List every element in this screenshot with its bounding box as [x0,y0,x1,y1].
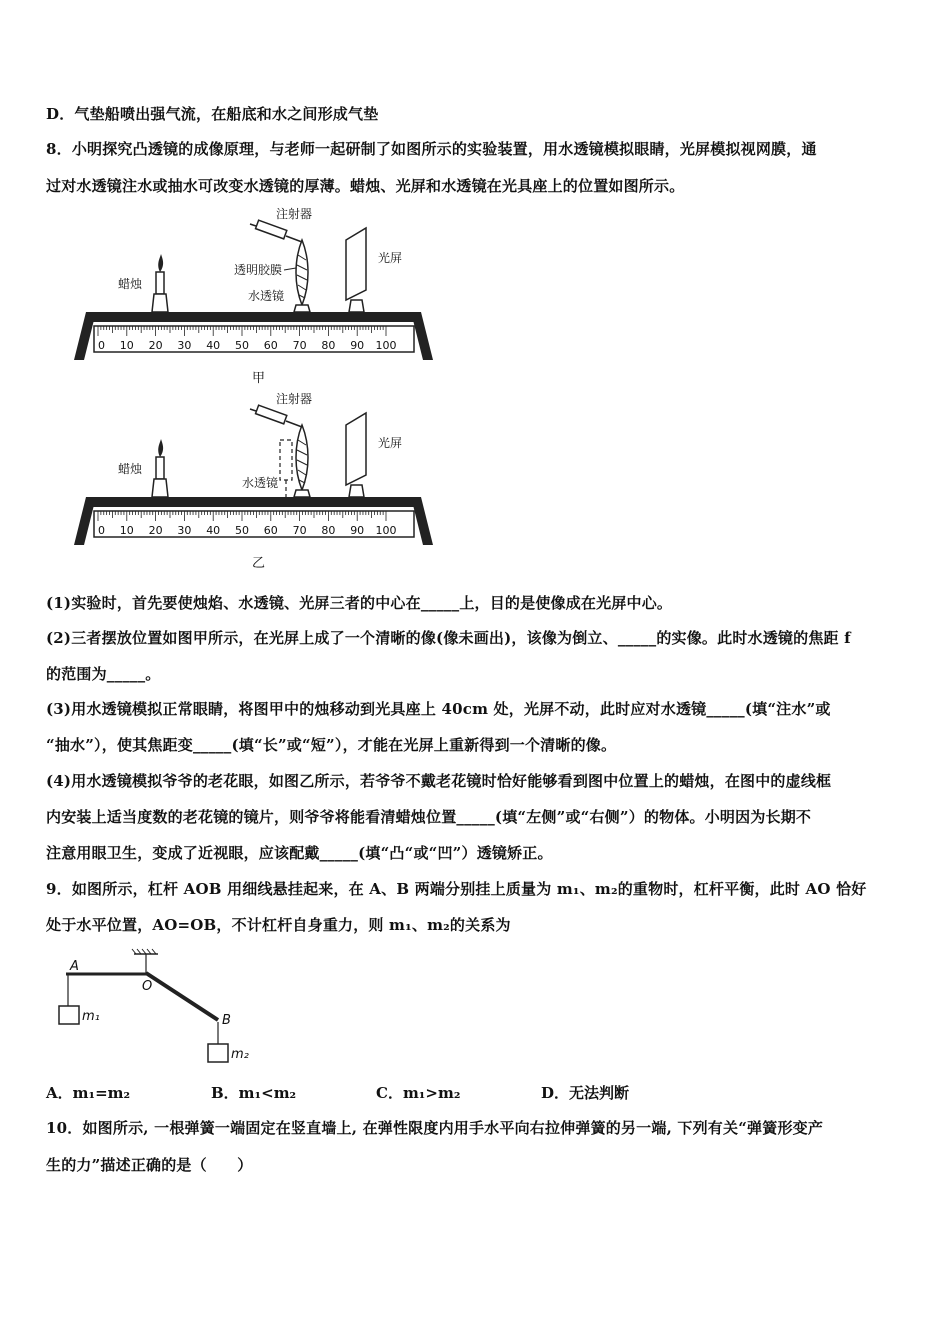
optical-bench-figure-jia [66,200,446,390]
option-c[interactable]: C．m₁>m₂ [376,1084,461,1102]
syringe-icon [250,220,302,242]
label-b: B [222,1013,231,1028]
light-screen [346,228,366,300]
scale-tick-label: 0 [98,339,105,352]
label-a: A [70,959,79,974]
label-candle: 蜡烛 [118,462,143,476]
option-d[interactable]: D．无法判断 [541,1084,630,1102]
option-b[interactable]: B．m₁<m₂ [211,1084,297,1102]
option-a[interactable]: A．m₁=m₂ [46,1084,131,1102]
question-8-text-cont: 过对水透镜注水或抽水可改变水透镜的厚薄。蜡烛、光屏和水透镜在光具座上的位置如图所示。 [46,177,685,195]
optical-bench-yi-svg [66,385,446,575]
lever-figure [46,948,276,1068]
label-lens: 水透镜 [242,476,279,490]
label-screen: 光屏 [378,251,403,265]
option-d-prev-question: D．气垫船喷出强气流，在船底和水之间形成气垫 [46,105,379,123]
scale-tick-label: 30 [177,339,192,352]
question-10-text-cont: 生的力”描述正确的是（ ） [46,1156,253,1174]
water-lens [296,425,308,490]
light-screen [346,413,366,485]
candle [156,272,164,294]
label-o: O [142,979,153,994]
question-9-text-cont: 处于水平位置，AO=OB，不计杠杆自身重力，则 m₁、m₂的关系为 [46,916,511,934]
screen-holder [349,300,364,312]
scale-tick-label: 40 [206,339,221,352]
scale-tick-label: 100 [375,339,397,352]
question-8-part-4-cont: 内安装上适当度数的老花镜的镜片，则爷爷将能看清蜡烛位置_____(填“左侧”或“右侧”）的物体。小明因为长期不 [46,808,812,826]
question-10-text: 10．如图所示, 一根弹簧一端固定在竖直墙上, 在弹性限度内用手水平向右拉伸弹簧的另一端, 下列有关“弹簧形变产 [46,1119,824,1137]
scale-tick-label: 0 [98,524,105,537]
label-lens: 水透镜 [248,289,285,303]
scale-tick-label: 10 [119,524,134,537]
scale-tick-label: 50 [235,524,249,537]
label-syringe: 注射器 [276,392,313,406]
figure-caption-jia: 甲 [252,371,266,386]
bench-rail [86,497,421,507]
figure-caption-yi: 乙 [252,556,266,571]
scale-tick-label: 10 [119,339,134,352]
scale-tick-label: 40 [206,524,221,537]
candle-holder [152,294,168,312]
scale-tick-label: 80 [321,339,336,352]
question-8-part-4-cont2: 注意用眼卫生，变成了近视眼，应该配戴_____(填“凸“或“凹”）透镜矫正。 [46,844,553,862]
question-9-text: 9．如图所示，杠杆 AOB 用细线悬挂起来，在 A、B 两端分别挂上质量为 m₁、m₂的重物时，杠杆平衡，此时 AO 恰好 [46,880,867,898]
scale-tick-label: 100 [375,524,397,537]
scale-tick-label: 50 [235,339,249,352]
scale-tick-label: 20 [148,339,163,352]
lever-svg [46,948,276,1068]
lever-arm-ob [146,973,218,1020]
candle-holder [152,479,168,497]
scale-tick-label: 70 [292,524,307,537]
weight-m1 [59,1006,79,1024]
scale-tick-label: 90 [350,339,365,352]
syringe-icon [250,405,302,427]
candle-flame [158,439,163,457]
water-lens [296,240,308,305]
optical-bench-jia-svg [66,200,446,390]
label-m1: m₁ [82,1009,100,1024]
question-8-part-2-cont: 的范围为_____。 [46,665,161,683]
question-8-part-3: (3)用水透镜模拟正常眼睛，将图甲中的烛移动到光具座上 40cm 处，光屏不动，此时应对水透镜_____(填“注水”或 [46,700,831,718]
optical-bench-figure-yi [66,385,446,575]
candle [156,457,164,479]
scale-tick-label: 90 [350,524,365,537]
lens-holder [294,305,310,312]
lens-holder [294,490,310,497]
screen-holder [349,485,364,497]
question-8-part-3-cont: “抽水”），使其焦距变_____(填“长”或“短”），才能在光屏上重新得到一个清晰的像。 [46,736,617,754]
bench-rail [86,312,421,322]
label-candle: 蜡烛 [118,277,143,291]
candle-flame [158,254,163,272]
question-8-part-1: (1)实验时，首先要使烛焰、水透镜、光屏三者的中心在_____上，目的是使像成在光屏中心。 [46,594,673,612]
scale-tick-label: 30 [177,524,192,537]
scale-tick-label: 80 [321,524,336,537]
membrane-pointer [284,268,296,270]
question-8-part-2: (2)三者摆放位置如图甲所示，在光屏上成了一个清晰的像(像未画出)，该像为倒立、_____的实像。此时水透镜的焦距 f [46,629,851,647]
lever-arm-ob-inner [146,977,218,1024]
scale-tick-label: 60 [263,524,278,537]
weight-m2 [208,1044,228,1062]
label-syringe: 注射器 [276,207,313,221]
question-8-part-4: (4)用水透镜模拟爷爷的老花眼，如图乙所示，若爷爷不戴老花镜时恰好能够看到图中位置上的蜡烛，在图中的虚线框 [46,772,832,790]
label-m2: m₂ [231,1047,249,1062]
label-membrane: 透明胶膜 [234,263,283,277]
scale-tick-label: 60 [263,339,278,352]
scale-tick-label: 20 [148,524,163,537]
scale-tick-label: 70 [292,339,307,352]
dashed-lens-frame [280,440,292,480]
question-8-text: 8．小明探究凸透镜的成像原理，与老师一起研制了如图所示的实验装置，用水透镜模拟眼睛，光屏模拟视网膜，通 [46,140,817,158]
label-screen: 光屏 [378,436,403,450]
